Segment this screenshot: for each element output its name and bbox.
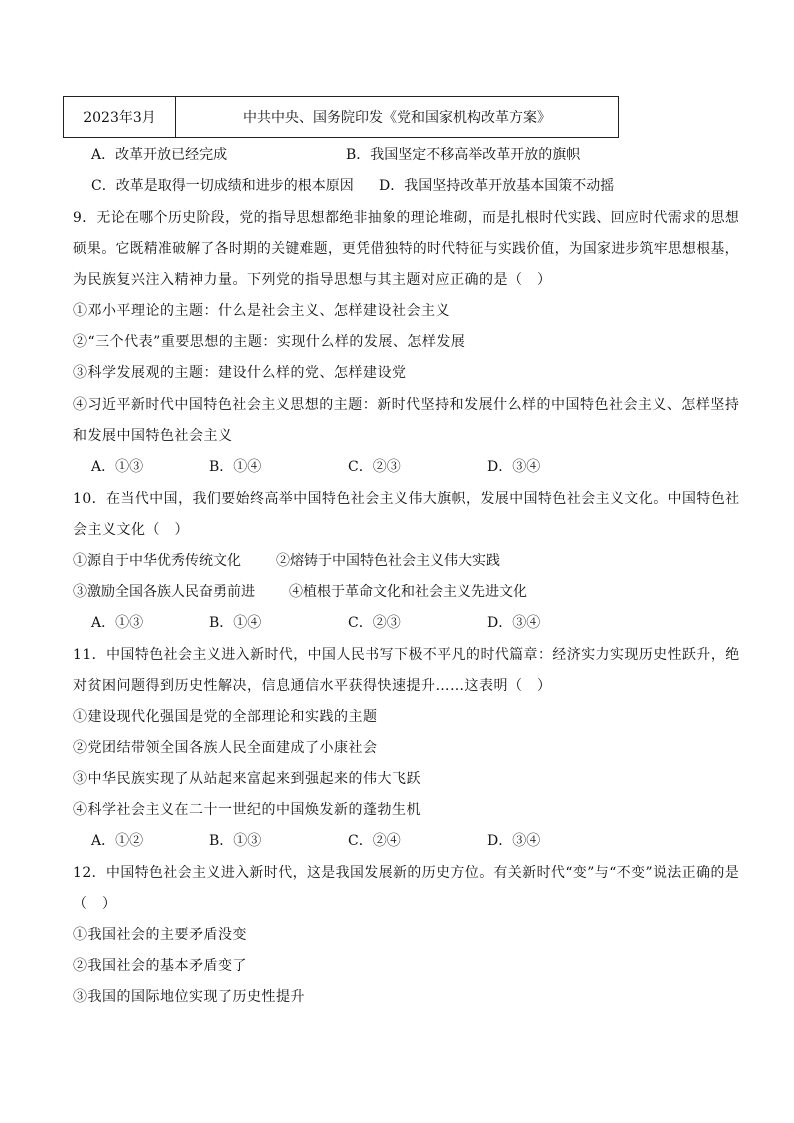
table-cell-event: 中共中央、国务院印发《党和国家机构改革方案》 <box>176 97 619 138</box>
q9-option-a[interactable]: A．①③ <box>91 459 144 475</box>
q11-option-a[interactable]: A．①② <box>91 833 144 849</box>
q10-option-c[interactable]: C．②③ <box>348 615 401 631</box>
q8-option-d[interactable]: D．我国坚持改革开放基本国策不动摇 <box>379 178 615 194</box>
q11-option-c[interactable]: C．②④ <box>348 833 401 849</box>
q12-statement-3: ③我国的国际地位实现了历史性提升 <box>73 989 305 1005</box>
q9-statement-4b: 和发展中国特色社会主义 <box>73 428 233 444</box>
q10-stem-line-1: 10．在当代中国，我们要始终高举中国特色社会主义伟大旗帜，发展中国特色社会主义文化。中国特色社 <box>73 491 740 507</box>
q9-statement-3: ③科学发展观的主题：建设什么样的党、怎样建设党 <box>73 365 407 381</box>
q12-stem-line-1: 12．中国特色社会主义进入新时代，这是我国发展新的历史方位。有关新时代“变”与“不变”说法正确的是 <box>73 865 740 881</box>
q11-statement-1: ①建设现代化强国是党的全部理论和实践的主题 <box>73 709 378 725</box>
q11-stem-line-1: 11．中国特色社会主义进入新时代，中国人民书写下极不平凡的时代篇章：经济实力实现历史性跃升，绝 <box>73 647 740 663</box>
q9-option-c[interactable]: C．②③ <box>348 459 401 475</box>
event-table <box>63 96 619 138</box>
q11-option-d[interactable]: D．③④ <box>487 833 541 849</box>
q11-option-b[interactable]: B．①③ <box>209 833 262 849</box>
q9-stem-line-2: 硕果。它既精准破解了各时期的关键难题，更凭借独特的时代特征与实践价值，为国家进步筑牢思想根基， <box>73 241 739 257</box>
q12-stem-line-2: （ ） <box>73 896 117 912</box>
q8-option-a[interactable]: A．改革开放已经完成 <box>91 147 228 163</box>
q12-statement-2: ②我国社会的基本矛盾变了 <box>73 958 247 974</box>
q10-statement-1: ①源自于中华优秀传统文化 <box>73 553 241 569</box>
q8-option-b[interactable]: B．我国坚定不移高举改革开放的旗帜 <box>346 147 581 163</box>
table-cell-date: 2023年3月 <box>64 97 176 138</box>
q9-statement-1: ①邓小平理论的主题：什么是社会主义、怎样建设社会主义 <box>73 303 450 319</box>
q8-option-c[interactable]: C．改革是取得一切成绩和进步的根本原因 <box>91 178 354 194</box>
q10-option-d[interactable]: D．③④ <box>487 615 541 631</box>
q11-statement-3: ③中华民族实现了从站起来富起来到强起来的伟大飞跃 <box>73 771 421 787</box>
q12-statement-1: ①我国社会的主要矛盾没变 <box>73 927 247 943</box>
table-row <box>64 97 619 138</box>
q10-option-a[interactable]: A．①③ <box>91 615 144 631</box>
q9-option-d[interactable]: D．③④ <box>487 459 541 475</box>
q9-statement-4a: ④习近平新时代中国特色社会主义思想的主题：新时代坚持和发展什么样的中国特色社会主义、怎样坚持 <box>73 397 740 413</box>
q10-statement-3: ③激励全国各族人民奋勇前进 <box>73 584 255 600</box>
q9-stem-line-3: 为民族复兴注入精神力量。下列党的指导思想与其主题对应正确的是（ ） <box>73 272 552 288</box>
q11-stem-line-2: 对贫困问题得到历史性解决，信息通信水平获得快速提升……这表明（ ） <box>73 678 552 694</box>
q10-statement-2: ②熔铸于中国特色社会主义伟大实践 <box>276 553 500 569</box>
q11-statement-4: ④科学社会主义在二十一世纪的中国焕发新的蓬勃生机 <box>73 802 421 818</box>
q10-statement-4: ④植根于革命文化和社会主义先进文化 <box>289 584 527 600</box>
q9-option-b[interactable]: B．①④ <box>209 459 262 475</box>
q9-stem-line-1: 9．无论在哪个历史阶段，党的指导思想都绝非抽象的理论堆砌，而是扎根时代实践、回应时代需求的思想 <box>73 210 740 226</box>
q10-stem-line-2: 会主义文化（ ） <box>73 522 189 538</box>
q10-option-b[interactable]: B．①④ <box>209 615 262 631</box>
q9-statement-2: ②“三个代表”重要思想的主题：实现什么样的发展、怎样发展 <box>73 334 466 350</box>
q11-statement-2: ②党团结带领全国各族人民全面建成了小康社会 <box>73 740 378 756</box>
